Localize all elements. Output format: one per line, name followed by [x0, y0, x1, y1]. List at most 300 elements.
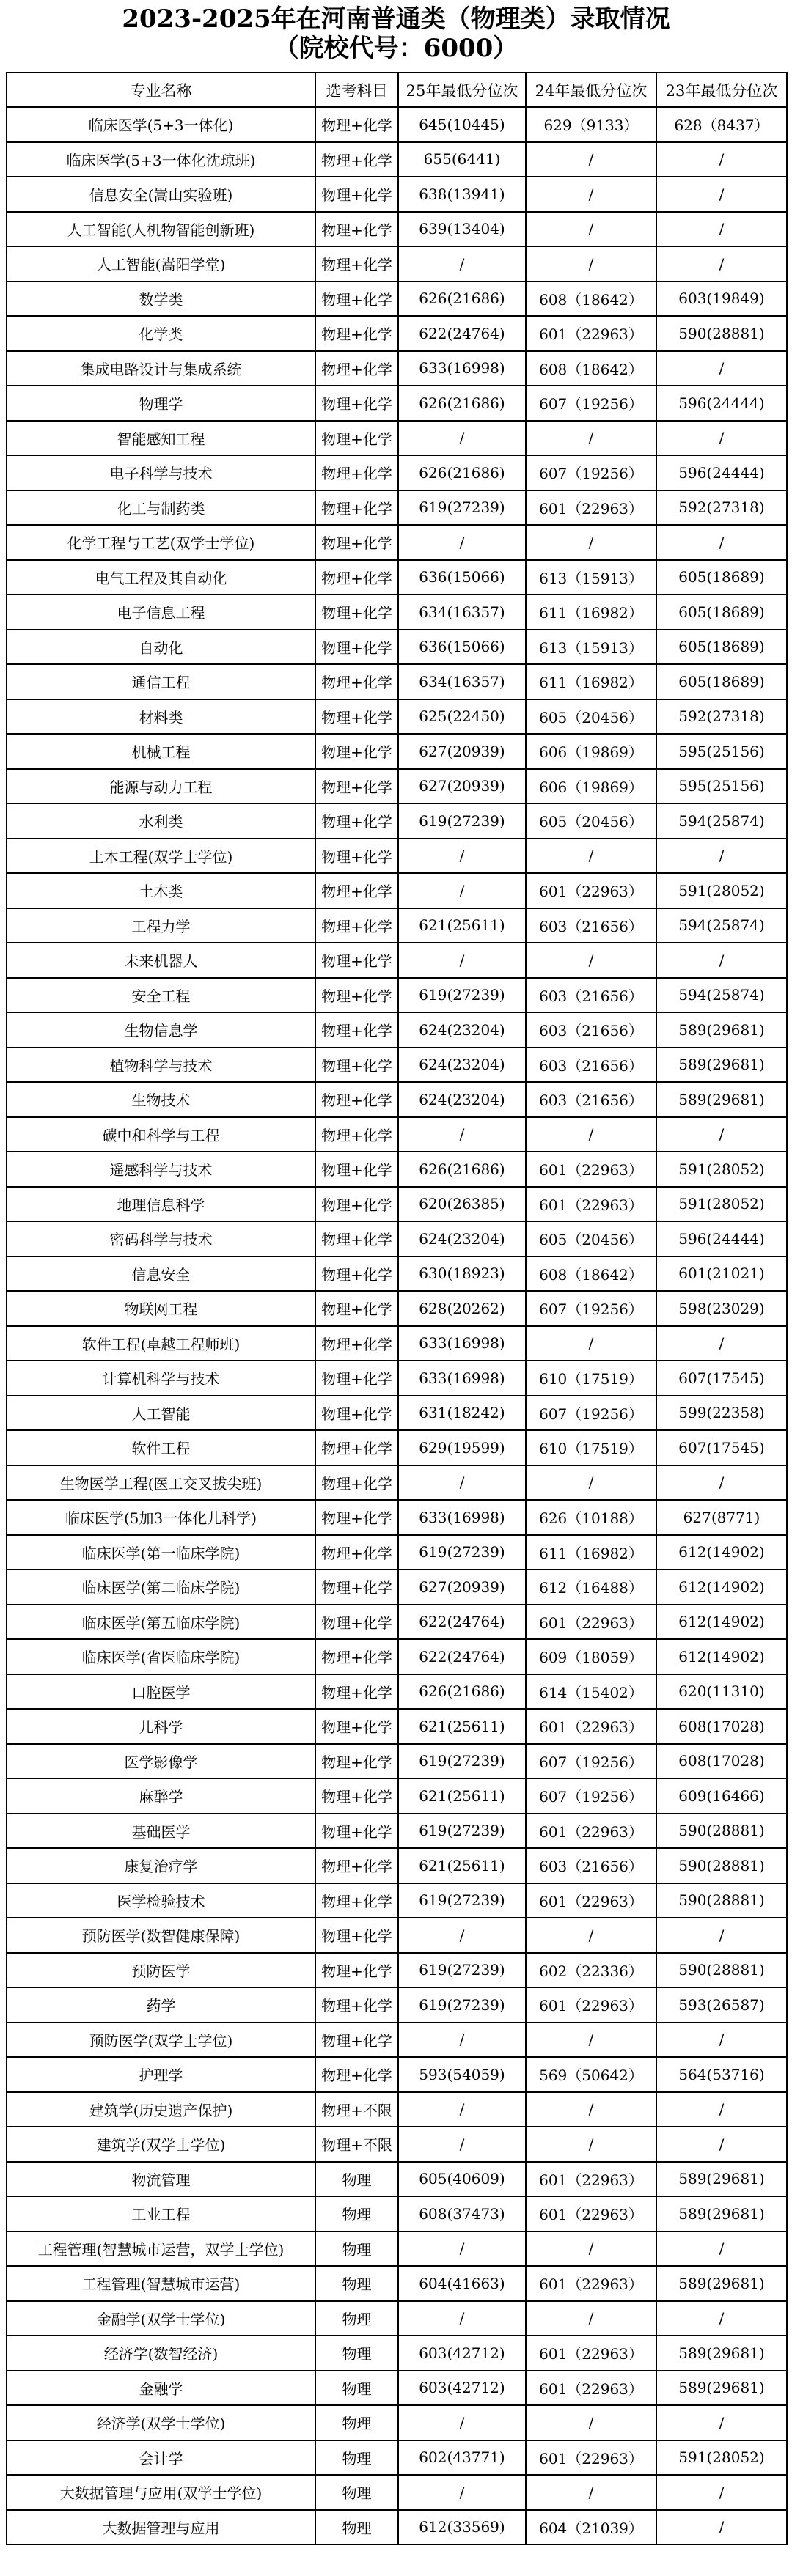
header-2023: 23年最低分位次 — [656, 73, 787, 107]
table-row — [7, 630, 787, 665]
subjects-cell: 物理+化学 — [315, 421, 398, 456]
major-cell: 预防医学(双学士学位) — [7, 2023, 315, 2058]
subjects-cell: 物理+化学 — [315, 107, 398, 142]
subjects-cell: 物理 — [315, 2475, 398, 2510]
score-2025-cell: / — [398, 839, 526, 874]
major-cell: 大数据管理与应用(双学士学位) — [7, 2475, 315, 2510]
score-2024-cell: 603（21656） — [526, 978, 656, 1013]
score-2023-cell: / — [656, 2127, 787, 2162]
score-2023-cell: 594(25874) — [656, 978, 787, 1013]
major-cell: 临床医学(第一临床学院) — [7, 1535, 315, 1570]
page-title — [0, 0, 792, 63]
table-row — [7, 1012, 787, 1048]
score-2023-cell: 607(17545) — [656, 1430, 787, 1465]
table-row — [7, 699, 787, 735]
subjects-cell: 物理+化学 — [315, 1535, 398, 1570]
score-2025-cell: / — [398, 2301, 526, 2336]
score-2023-cell: / — [656, 2231, 787, 2267]
score-2024-cell: / — [526, 212, 656, 247]
subjects-cell: 物理+化学 — [315, 1361, 398, 1396]
admission-table — [6, 72, 788, 2545]
score-2023-cell: 590(28881) — [656, 1883, 787, 1918]
score-2025-cell: 645(10445) — [398, 107, 526, 142]
score-2024-cell: 605（20456） — [526, 803, 656, 839]
subjects-cell: 物理+化学 — [315, 630, 398, 665]
score-2023-cell: / — [656, 2510, 787, 2545]
score-2024-cell: 601（22963） — [526, 2371, 656, 2406]
subjects-cell: 物理+化学 — [315, 908, 398, 943]
score-2023-cell: 593(26587) — [656, 1987, 787, 2023]
major-cell: 护理学 — [7, 2057, 315, 2092]
major-cell: 化学类 — [7, 316, 315, 351]
table-row — [7, 560, 787, 595]
major-cell: 电气工程及其自动化 — [7, 560, 315, 595]
subjects-cell: 物理+化学 — [315, 978, 398, 1013]
score-2024-cell: 606（19869） — [526, 734, 656, 769]
score-2025-cell: 625(22450) — [398, 699, 526, 735]
subjects-cell: 物理+化学 — [315, 525, 398, 560]
score-2025-cell: 636(15066) — [398, 630, 526, 665]
score-2024-cell: 608（18642） — [526, 281, 656, 317]
score-2025-cell: / — [398, 1117, 526, 1152]
score-2024-cell: 605（20456） — [526, 1221, 656, 1256]
major-cell: 医学影像学 — [7, 1744, 315, 1779]
major-cell: 临床医学(第五临床学院) — [7, 1605, 315, 1640]
score-2025-cell: 622(24764) — [398, 1605, 526, 1640]
score-2024-cell: / — [526, 2023, 656, 2058]
score-2024-cell: / — [526, 1117, 656, 1152]
score-2024-cell: 601（22963） — [526, 1709, 656, 1744]
major-cell: 电子科学与技术 — [7, 455, 315, 490]
subjects-cell: 物理+化学 — [315, 1187, 398, 1222]
score-2023-cell: 596(24444) — [656, 386, 787, 421]
table-row — [7, 1396, 787, 1431]
score-2024-cell: 609（18059） — [526, 1639, 656, 1674]
score-2024-cell: 606（19869） — [526, 769, 656, 804]
score-2025-cell: 626(21686) — [398, 455, 526, 490]
table-row — [7, 769, 787, 804]
table-row — [7, 1082, 787, 1117]
score-2025-cell: 621(25611) — [398, 908, 526, 943]
table-row — [7, 595, 787, 630]
score-2024-cell: 608（18642） — [526, 351, 656, 386]
subjects-cell: 物理+化学 — [315, 1814, 398, 1849]
score-2025-cell: / — [398, 873, 526, 908]
table-row — [7, 734, 787, 769]
subjects-cell: 物理+化学 — [315, 769, 398, 804]
header-row — [7, 73, 787, 107]
score-2023-cell: 564(53716) — [656, 2057, 787, 2092]
admission-table-container — [6, 72, 786, 2545]
table-row — [7, 1187, 787, 1222]
table-row — [7, 421, 787, 456]
subjects-cell: 物理+化学 — [315, 1953, 398, 1988]
subjects-cell: 物理+化学 — [315, 142, 398, 177]
table-row — [7, 2336, 787, 2371]
major-cell: 物流管理 — [7, 2162, 315, 2197]
table-row — [7, 1814, 787, 1849]
score-2025-cell: / — [398, 2092, 526, 2127]
score-2023-cell: / — [656, 177, 787, 212]
major-cell: 经济学(双学士学位) — [7, 2405, 315, 2440]
subjects-cell: 物理+化学 — [315, 351, 398, 386]
score-2023-cell: 589(29681) — [656, 1082, 787, 1117]
subjects-cell: 物理+化学 — [315, 1117, 398, 1152]
score-2023-cell: / — [656, 1326, 787, 1361]
score-2024-cell: / — [526, 943, 656, 978]
score-2024-cell: / — [526, 246, 656, 281]
subjects-cell: 物理+化学 — [315, 316, 398, 351]
score-2024-cell: 614（15402） — [526, 1674, 656, 1710]
score-2025-cell: 627(20939) — [398, 769, 526, 804]
score-2023-cell: / — [656, 2301, 787, 2336]
header-major: 专业名称 — [7, 73, 315, 107]
score-2024-cell: 611（16982） — [526, 664, 656, 699]
table-row — [7, 1430, 787, 1465]
major-cell: 化学工程与工艺(双学士学位) — [7, 525, 315, 560]
major-cell: 会计学 — [7, 2440, 315, 2476]
subjects-cell: 物理+化学 — [315, 386, 398, 421]
score-2024-cell: 603（21656） — [526, 1048, 656, 1083]
score-2024-cell: / — [526, 1326, 656, 1361]
score-2023-cell: 592(27318) — [656, 699, 787, 735]
table-row — [7, 1709, 787, 1744]
major-cell: 康复治疗学 — [7, 1848, 315, 1883]
score-2025-cell: / — [398, 525, 526, 560]
major-cell: 建筑学(历史遗产保护) — [7, 2092, 315, 2127]
score-2025-cell: 619(27239) — [398, 803, 526, 839]
table-row — [7, 1987, 787, 2023]
table-row — [7, 2127, 787, 2162]
subjects-cell: 物理+化学 — [315, 455, 398, 490]
table-row — [7, 908, 787, 943]
table-row — [7, 2371, 787, 2406]
subjects-cell: 物理 — [315, 2336, 398, 2371]
table-row — [7, 1465, 787, 1501]
table-row — [7, 1221, 787, 1256]
score-2024-cell: 613（15913） — [526, 560, 656, 595]
table-row — [7, 2440, 787, 2476]
score-2024-cell: 603（21656） — [526, 1848, 656, 1883]
score-2025-cell: 620(26385) — [398, 1187, 526, 1222]
major-cell: 金融学 — [7, 2371, 315, 2406]
score-2024-cell: 601（22963） — [526, 2266, 656, 2301]
score-2023-cell: 612(14902) — [656, 1639, 787, 1674]
table-row — [7, 943, 787, 978]
major-cell: 临床医学(省医临床学院) — [7, 1639, 315, 1674]
score-2024-cell: 611（16982） — [526, 595, 656, 630]
major-cell: 麻醉学 — [7, 1778, 315, 1814]
score-2025-cell: 624(23204) — [398, 1082, 526, 1117]
score-2025-cell: 634(16357) — [398, 595, 526, 630]
subjects-cell: 物理 — [315, 2231, 398, 2267]
score-2025-cell: 626(21686) — [398, 281, 526, 317]
subjects-cell: 物理 — [315, 2440, 398, 2476]
score-2025-cell: 612(33569) — [398, 2510, 526, 2545]
major-cell: 临床医学(5+3一体化沈琼班) — [7, 142, 315, 177]
score-2023-cell: / — [656, 943, 787, 978]
score-2025-cell: 619(27239) — [398, 490, 526, 526]
score-2023-cell: 594(25874) — [656, 803, 787, 839]
score-2023-cell: 591(28052) — [656, 2440, 787, 2476]
score-2024-cell: / — [526, 839, 656, 874]
table-row — [7, 664, 787, 699]
score-2025-cell: / — [398, 943, 526, 978]
major-cell: 软件工程(卓越工程师班) — [7, 1326, 315, 1361]
subjects-cell: 物理+化学 — [315, 1326, 398, 1361]
score-2023-cell: 590(28881) — [656, 1848, 787, 1883]
score-2025-cell: 633(16998) — [398, 1361, 526, 1396]
score-2024-cell: 607（19256） — [526, 1396, 656, 1431]
score-2025-cell: 626(21686) — [398, 386, 526, 421]
major-cell: 人工智能(嵩阳学堂) — [7, 246, 315, 281]
subjects-cell: 物理+化学 — [315, 839, 398, 874]
score-2025-cell: / — [398, 246, 526, 281]
major-cell: 金融学(双学士学位) — [7, 2301, 315, 2336]
table-row — [7, 351, 787, 386]
score-2024-cell: 607（19256） — [526, 386, 656, 421]
score-2024-cell: 603（21656） — [526, 1012, 656, 1048]
subjects-cell: 物理+化学 — [315, 873, 398, 908]
subjects-cell: 物理+化学 — [315, 1744, 398, 1779]
score-2025-cell: 622(24764) — [398, 316, 526, 351]
subjects-cell: 物理+化学 — [315, 1778, 398, 1814]
major-cell: 预防医学(数智健康保障) — [7, 1918, 315, 1953]
subjects-cell: 物理 — [315, 2510, 398, 2545]
major-cell: 建筑学(双学士学位) — [7, 2127, 315, 2162]
major-cell: 生物信息学 — [7, 1012, 315, 1048]
table-row — [7, 2196, 787, 2231]
score-2024-cell: 607（19256） — [526, 455, 656, 490]
score-2024-cell: 601（22963） — [526, 2440, 656, 2476]
score-2023-cell: 596(24444) — [656, 455, 787, 490]
subjects-cell: 物理+化学 — [315, 595, 398, 630]
major-cell: 电子信息工程 — [7, 595, 315, 630]
major-cell: 软件工程 — [7, 1430, 315, 1465]
score-2023-cell: 601(21021) — [656, 1256, 787, 1292]
score-2024-cell: 607（19256） — [526, 1778, 656, 1814]
score-2024-cell: 569（50642） — [526, 2057, 656, 2092]
table-row — [7, 1639, 787, 1674]
header-2024: 24年最低分位次 — [526, 73, 656, 107]
score-2025-cell: 628(20262) — [398, 1291, 526, 1326]
subjects-cell: 物理+化学 — [315, 699, 398, 735]
table-row — [7, 1291, 787, 1326]
major-cell: 水利类 — [7, 803, 315, 839]
table-row — [7, 490, 787, 526]
table-row — [7, 281, 787, 317]
major-cell: 工程管理(智慧城市运营，双学士学位) — [7, 2231, 315, 2267]
major-cell: 遥感科学与技术 — [7, 1152, 315, 1187]
score-2025-cell: 603(42712) — [398, 2371, 526, 2406]
table-row — [7, 1778, 787, 1814]
subjects-cell: 物理+化学 — [315, 1465, 398, 1501]
major-cell: 物理学 — [7, 386, 315, 421]
score-2025-cell: 621(25611) — [398, 1848, 526, 1883]
table-row — [7, 1500, 787, 1535]
table-row — [7, 142, 787, 177]
score-2024-cell: / — [526, 1465, 656, 1501]
table-row — [7, 1605, 787, 1640]
subjects-cell: 物理+化学 — [315, 1639, 398, 1674]
subjects-cell: 物理 — [315, 2162, 398, 2197]
score-2023-cell: / — [656, 246, 787, 281]
major-cell: 通信工程 — [7, 664, 315, 699]
subjects-cell: 物理+化学 — [315, 1082, 398, 1117]
major-cell: 预防医学 — [7, 1953, 315, 1988]
subjects-cell: 物理+化学 — [315, 1430, 398, 1465]
subjects-cell: 物理+化学 — [315, 2023, 398, 2058]
subjects-cell: 物理+不限 — [315, 2092, 398, 2127]
score-2025-cell: 602(43771) — [398, 2440, 526, 2476]
score-2024-cell: 601（22963） — [526, 490, 656, 526]
score-2024-cell: 613（15913） — [526, 630, 656, 665]
score-2024-cell: 601（22963） — [526, 2162, 656, 2197]
score-2023-cell: 595(25156) — [656, 734, 787, 769]
score-2023-cell: / — [656, 839, 787, 874]
major-cell: 工程管理(智慧城市运营) — [7, 2266, 315, 2301]
table-row — [7, 978, 787, 1013]
table-row — [7, 2092, 787, 2127]
subjects-cell: 物理+化学 — [315, 2057, 398, 2092]
header-2025: 25年最低分位次 — [398, 73, 526, 107]
score-2025-cell: 626(21686) — [398, 1152, 526, 1187]
table-row — [7, 1744, 787, 1779]
score-2025-cell: 630(18923) — [398, 1256, 526, 1292]
score-2023-cell: 605(18689) — [656, 560, 787, 595]
score-2023-cell: / — [656, 1117, 787, 1152]
score-2024-cell: 601（22963） — [526, 1883, 656, 1918]
major-cell: 工业工程 — [7, 2196, 315, 2231]
subjects-cell: 物理+化学 — [315, 1048, 398, 1083]
score-2023-cell: 612(14902) — [656, 1535, 787, 1570]
subjects-cell: 物理+化学 — [315, 1848, 398, 1883]
score-2023-cell: 620(11310) — [656, 1674, 787, 1710]
major-cell: 土木类 — [7, 873, 315, 908]
score-2023-cell: / — [656, 421, 787, 456]
score-2024-cell: / — [526, 2301, 656, 2336]
score-2024-cell: 626（10188） — [526, 1500, 656, 1535]
major-cell: 材料类 — [7, 699, 315, 735]
major-cell: 化工与制药类 — [7, 490, 315, 526]
score-2024-cell: 610（17519） — [526, 1361, 656, 1396]
major-cell: 土木工程(双学士学位) — [7, 839, 315, 874]
score-2023-cell: 591(28052) — [656, 873, 787, 908]
score-2025-cell: / — [398, 1918, 526, 1953]
score-2023-cell: / — [656, 1918, 787, 1953]
score-2024-cell: / — [526, 2475, 656, 2510]
score-2023-cell: / — [656, 212, 787, 247]
subjects-cell: 物理+化学 — [315, 281, 398, 317]
score-2024-cell: / — [526, 525, 656, 560]
score-2025-cell: 627(20939) — [398, 1569, 526, 1605]
score-2023-cell: / — [656, 2405, 787, 2440]
score-2023-cell: 605(18689) — [656, 595, 787, 630]
table-row — [7, 1326, 787, 1361]
score-2024-cell: 607（19256） — [526, 1744, 656, 1779]
score-2025-cell: 631(18242) — [398, 1396, 526, 1431]
score-2023-cell: 589(29681) — [656, 2336, 787, 2371]
major-cell: 临床医学(5加3一体化儿科学) — [7, 1500, 315, 1535]
subjects-cell: 物理+化学 — [315, 560, 398, 595]
table-row — [7, 2510, 787, 2545]
score-2024-cell: 601（22963） — [526, 2336, 656, 2371]
major-cell: 经济学(数智经济) — [7, 2336, 315, 2371]
score-2025-cell: 638(13941) — [398, 177, 526, 212]
score-2025-cell: / — [398, 2023, 526, 2058]
table-row — [7, 1152, 787, 1187]
major-cell: 地理信息科学 — [7, 1187, 315, 1222]
score-2025-cell: 655(6441) — [398, 142, 526, 177]
score-2024-cell: 601（22963） — [526, 2196, 656, 2231]
score-2025-cell: 619(27239) — [398, 1814, 526, 1849]
score-2024-cell: / — [526, 1918, 656, 1953]
subjects-cell: 物理+化学 — [315, 1221, 398, 1256]
subjects-cell: 物理+化学 — [315, 1674, 398, 1710]
table-row — [7, 1117, 787, 1152]
table-row — [7, 803, 787, 839]
score-2024-cell: / — [526, 2092, 656, 2127]
score-2023-cell: 590(28881) — [656, 1953, 787, 1988]
major-cell: 机械工程 — [7, 734, 315, 769]
major-cell: 口腔医学 — [7, 1674, 315, 1710]
score-2023-cell: 589(29681) — [656, 1048, 787, 1083]
subjects-cell: 物理+化学 — [315, 1291, 398, 1326]
score-2023-cell: 591(28052) — [656, 1152, 787, 1187]
major-cell: 智能感知工程 — [7, 421, 315, 456]
score-2023-cell: / — [656, 351, 787, 386]
score-2023-cell: 591(28052) — [656, 1187, 787, 1222]
table-row — [7, 1535, 787, 1570]
score-2023-cell: 603(19849) — [656, 281, 787, 317]
score-2025-cell: / — [398, 2405, 526, 2440]
score-2023-cell: 598(23029) — [656, 1291, 787, 1326]
score-2025-cell: 624(23204) — [398, 1048, 526, 1083]
score-2024-cell: 612（16488） — [526, 1569, 656, 1605]
subjects-cell: 物理+化学 — [315, 803, 398, 839]
score-2025-cell: 633(16998) — [398, 1326, 526, 1361]
score-2023-cell: 590(28881) — [656, 316, 787, 351]
major-cell: 植物科学与技术 — [7, 1048, 315, 1083]
subjects-cell: 物理+化学 — [315, 1012, 398, 1048]
score-2024-cell: 601（22963） — [526, 1605, 656, 1640]
major-cell: 人工智能 — [7, 1396, 315, 1431]
table-row — [7, 2405, 787, 2440]
score-2024-cell: 601（22963） — [526, 1814, 656, 1849]
table-row — [7, 1361, 787, 1396]
major-cell: 碳中和科学与工程 — [7, 1117, 315, 1152]
table-row — [7, 1569, 787, 1605]
table-row — [7, 2162, 787, 2197]
table-row — [7, 212, 787, 247]
score-2024-cell: 603（21656） — [526, 908, 656, 943]
score-2025-cell: 633(16998) — [398, 351, 526, 386]
major-cell: 药学 — [7, 1987, 315, 2023]
table-row — [7, 455, 787, 490]
score-2024-cell: / — [526, 177, 656, 212]
score-2024-cell: 601（22963） — [526, 1152, 656, 1187]
score-2023-cell: / — [656, 2475, 787, 2510]
score-2025-cell: 593(54059) — [398, 2057, 526, 2092]
subjects-cell: 物理+化学 — [315, 246, 398, 281]
score-2024-cell: 604（21039） — [526, 2510, 656, 2545]
score-2025-cell: 619(27239) — [398, 1744, 526, 1779]
score-2025-cell: 619(27239) — [398, 1883, 526, 1918]
subjects-cell: 物理 — [315, 2405, 398, 2440]
score-2025-cell: / — [398, 1465, 526, 1501]
score-2024-cell: / — [526, 2405, 656, 2440]
subjects-cell: 物理+化学 — [315, 734, 398, 769]
